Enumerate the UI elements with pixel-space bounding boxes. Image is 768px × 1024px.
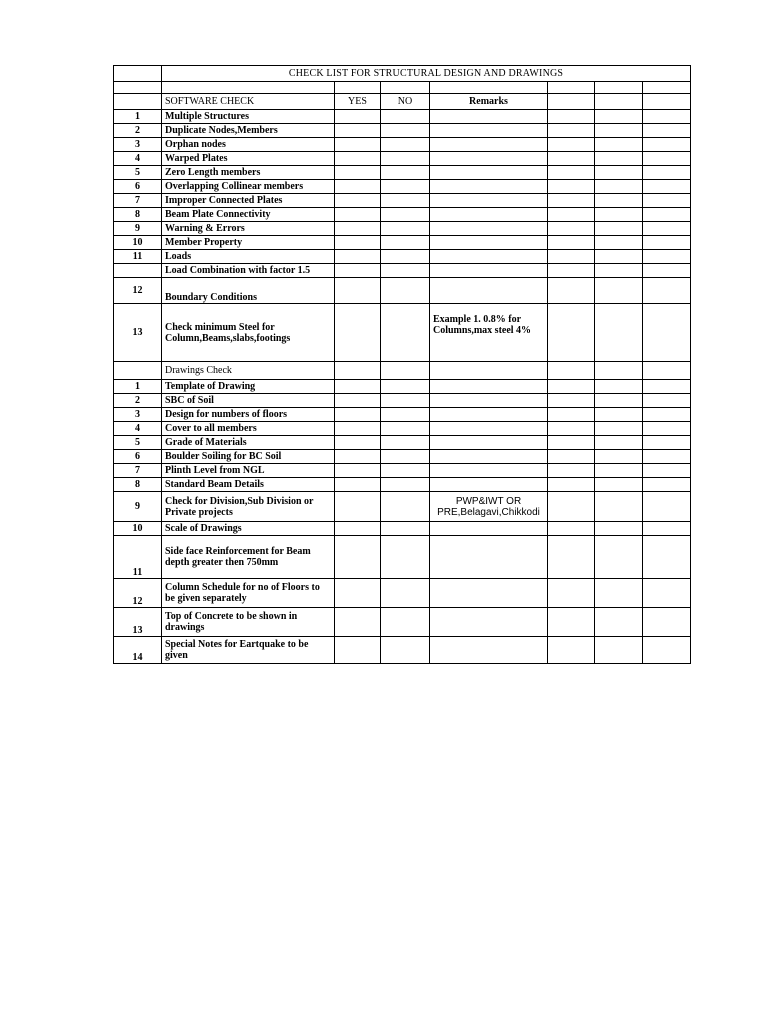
table-row [114, 236, 691, 250]
yes-cell[interactable] [335, 450, 381, 464]
yes-cell[interactable] [335, 264, 381, 278]
check-item: Check minimum Steel for Column,Beams,slabs,footings [162, 304, 335, 362]
row-number: 11 [114, 250, 162, 264]
table-row [114, 264, 691, 278]
table-row [114, 436, 691, 450]
no-column-header: NO [381, 94, 430, 110]
yes-cell[interactable] [335, 536, 381, 579]
yes-cell[interactable] [335, 180, 381, 194]
table-row [114, 152, 691, 166]
remarks-cell[interactable] [430, 278, 548, 304]
no-cell[interactable] [381, 408, 430, 422]
check-item: Beam Plate Connectivity [162, 208, 335, 222]
yes-cell[interactable] [335, 110, 381, 124]
row-number: 11 [114, 536, 162, 579]
no-cell[interactable] [381, 608, 430, 637]
yes-cell[interactable] [335, 194, 381, 208]
table-row [114, 380, 691, 394]
row-number: 12 [114, 278, 162, 304]
row-number: 2 [114, 124, 162, 138]
remark-line: PRE,Belagavi,Chikkodi [437, 506, 540, 518]
yes-cell[interactable] [335, 492, 381, 522]
check-item: Grade of Materials [162, 436, 335, 450]
check-item: Cover to all members [162, 422, 335, 436]
check-item: Overlapping Collinear members [162, 180, 335, 194]
yes-cell[interactable] [335, 278, 381, 304]
table-row [114, 110, 691, 124]
remarks-cell[interactable] [430, 250, 548, 264]
row-number: 4 [114, 152, 162, 166]
row-number: 13 [114, 304, 162, 362]
no-cell[interactable] [381, 304, 430, 362]
yes-cell[interactable] [335, 380, 381, 394]
yes-cell[interactable] [335, 579, 381, 608]
check-item: Load Combination with factor 1.5 [162, 264, 335, 278]
remarks-cell[interactable] [430, 422, 548, 436]
no-cell[interactable] [381, 492, 430, 522]
no-cell[interactable] [381, 152, 430, 166]
yes-cell[interactable] [335, 608, 381, 637]
remarks-cell[interactable] [430, 380, 548, 394]
table-row [114, 450, 691, 464]
row-number: 3 [114, 408, 162, 422]
check-item: Side face Reinforcement for Beam depth greater then 750mm [162, 536, 335, 579]
table-row [114, 208, 691, 222]
no-cell[interactable] [381, 208, 430, 222]
no-cell[interactable] [381, 264, 430, 278]
remarks-cell[interactable] [430, 208, 548, 222]
software-check-heading: SOFTWARE CHECK [162, 94, 335, 110]
yes-cell[interactable] [335, 236, 381, 250]
yes-cell[interactable] [335, 478, 381, 492]
remarks-cell[interactable] [430, 492, 548, 522]
remarks-cell[interactable] [430, 194, 548, 208]
check-item: Design for numbers of floors [162, 408, 335, 422]
software-header-row [114, 94, 691, 110]
remark-line: PWP&IWT OR [455, 495, 522, 507]
table-row [114, 464, 691, 478]
table-row [114, 579, 691, 608]
no-cell[interactable] [381, 278, 430, 304]
check-item: Special Notes for Eartquake to be given [162, 637, 335, 664]
table-row [114, 492, 691, 522]
no-cell[interactable] [381, 180, 430, 194]
row-number: 10 [114, 236, 162, 250]
row-number: 1 [114, 380, 162, 394]
no-cell[interactable] [381, 194, 430, 208]
remarks-cell[interactable] [430, 464, 548, 478]
check-item: Standard Beam Details [162, 478, 335, 492]
spacer-row [114, 82, 691, 94]
yes-cell[interactable] [335, 422, 381, 436]
row-number: 7 [114, 464, 162, 478]
page-title: CHECK LIST FOR STRUCTURAL DESIGN AND DRAWINGS [162, 66, 691, 82]
table-row [114, 608, 691, 637]
check-item: Scale of Drawings [162, 522, 335, 536]
check-item: Plinth Level from NGL [162, 464, 335, 478]
yes-cell[interactable] [335, 522, 381, 536]
remarks-cell[interactable] [430, 436, 548, 450]
no-cell[interactable] [381, 637, 430, 664]
row-number: 5 [114, 436, 162, 450]
table-row [114, 124, 691, 138]
table-row [114, 138, 691, 152]
table-row [114, 222, 691, 236]
check-item: Warning & Errors [162, 222, 335, 236]
remarks-cell[interactable] [430, 408, 548, 422]
yes-cell[interactable] [335, 222, 381, 236]
row-number: 14 [114, 637, 162, 664]
remarks-cell[interactable] [430, 180, 548, 194]
remarks-cell[interactable] [430, 637, 548, 664]
table-row [114, 180, 691, 194]
row-number [114, 264, 162, 278]
remarks-cell[interactable] [430, 522, 548, 536]
row-number: 9 [114, 222, 162, 236]
yes-cell[interactable] [335, 166, 381, 180]
table-row [114, 522, 691, 536]
no-cell[interactable] [381, 380, 430, 394]
remarks-cell[interactable]: Example 1. 0.8% for Columns,max steel 4% [430, 304, 548, 362]
table-row [114, 637, 691, 664]
no-cell[interactable] [381, 394, 430, 408]
yes-cell[interactable] [335, 208, 381, 222]
yes-cell[interactable] [335, 250, 381, 264]
check-item: Duplicate Nodes,Members [162, 124, 335, 138]
table-row [114, 304, 691, 362]
title-row [114, 66, 691, 82]
no-cell[interactable] [381, 464, 430, 478]
table-row [114, 408, 691, 422]
table-row [114, 250, 691, 264]
check-item: Boundary Conditions [162, 278, 335, 304]
no-cell[interactable] [381, 536, 430, 579]
row-number: 12 [114, 579, 162, 608]
check-item: Orphan nodes [162, 138, 335, 152]
table-row [114, 278, 691, 304]
check-item: Zero Length members [162, 166, 335, 180]
yes-cell[interactable] [335, 138, 381, 152]
check-item: Member Property [162, 236, 335, 250]
check-item: Boulder Soiling for BC Soil [162, 450, 335, 464]
row-number: 2 [114, 394, 162, 408]
no-cell[interactable] [381, 422, 430, 436]
row-number: 13 [114, 608, 162, 637]
table-row [114, 394, 691, 408]
no-cell[interactable] [381, 138, 430, 152]
no-cell[interactable] [381, 250, 430, 264]
no-cell[interactable] [381, 450, 430, 464]
remarks-cell[interactable] [430, 478, 548, 492]
no-cell[interactable] [381, 124, 430, 138]
remarks-cell[interactable] [430, 222, 548, 236]
yes-cell[interactable] [335, 394, 381, 408]
remarks-cell[interactable] [430, 110, 548, 124]
check-item: Warped Plates [162, 152, 335, 166]
remarks-cell[interactable] [430, 166, 548, 180]
remarks-cell[interactable] [430, 579, 548, 608]
no-cell[interactable] [381, 110, 430, 124]
yes-cell[interactable] [335, 304, 381, 362]
no-cell[interactable] [381, 222, 430, 236]
drawings-header-row [114, 362, 691, 380]
check-item: Check for Division,Sub Division or Private projects [162, 492, 335, 522]
remarks-cell[interactable] [430, 138, 548, 152]
no-cell[interactable] [381, 478, 430, 492]
no-cell[interactable] [381, 436, 430, 450]
remarks-cell[interactable] [430, 536, 548, 579]
check-item: Multiple Structures [162, 110, 335, 124]
remarks-cell[interactable] [430, 152, 548, 166]
row-number: 8 [114, 478, 162, 492]
table-row [114, 194, 691, 208]
remarks-cell[interactable] [430, 608, 548, 637]
remarks-cell[interactable] [430, 264, 548, 278]
table-row [114, 422, 691, 436]
check-item: Top of Concrete to be shown in drawings [162, 608, 335, 637]
table-row [114, 478, 691, 492]
yes-cell[interactable] [335, 464, 381, 478]
remarks-cell[interactable] [430, 450, 548, 464]
remarks-cell[interactable] [430, 236, 548, 250]
row-number: 8 [114, 208, 162, 222]
row-number: 6 [114, 180, 162, 194]
row-number: 7 [114, 194, 162, 208]
table-row [114, 536, 691, 579]
row-number: 10 [114, 522, 162, 536]
check-item: Template of Drawing [162, 380, 335, 394]
row-number: 4 [114, 422, 162, 436]
checklist-table [113, 65, 691, 664]
no-cell[interactable] [381, 579, 430, 608]
table-row [114, 166, 691, 180]
no-cell[interactable] [381, 522, 430, 536]
no-cell[interactable] [381, 236, 430, 250]
check-item: Column Schedule for no of Floors to be given separately [162, 579, 335, 608]
row-number: 9 [114, 492, 162, 522]
yes-cell[interactable] [335, 637, 381, 664]
check-item: Improper Connected Plates [162, 194, 335, 208]
no-cell[interactable] [381, 166, 430, 180]
row-number: 5 [114, 166, 162, 180]
yes-cell[interactable] [335, 436, 381, 450]
row-number: 3 [114, 138, 162, 152]
yes-cell[interactable] [335, 124, 381, 138]
remarks-column-header: Remarks [430, 94, 548, 110]
check-item: Loads [162, 250, 335, 264]
row-number: 6 [114, 450, 162, 464]
remarks-cell[interactable] [430, 394, 548, 408]
yes-cell[interactable] [335, 152, 381, 166]
yes-column-header: YES [335, 94, 381, 110]
yes-cell[interactable] [335, 408, 381, 422]
remarks-cell[interactable] [430, 124, 548, 138]
drawings-check-heading: Drawings Check [162, 362, 335, 380]
row-number: 1 [114, 110, 162, 124]
check-item: SBC of Soil [162, 394, 335, 408]
